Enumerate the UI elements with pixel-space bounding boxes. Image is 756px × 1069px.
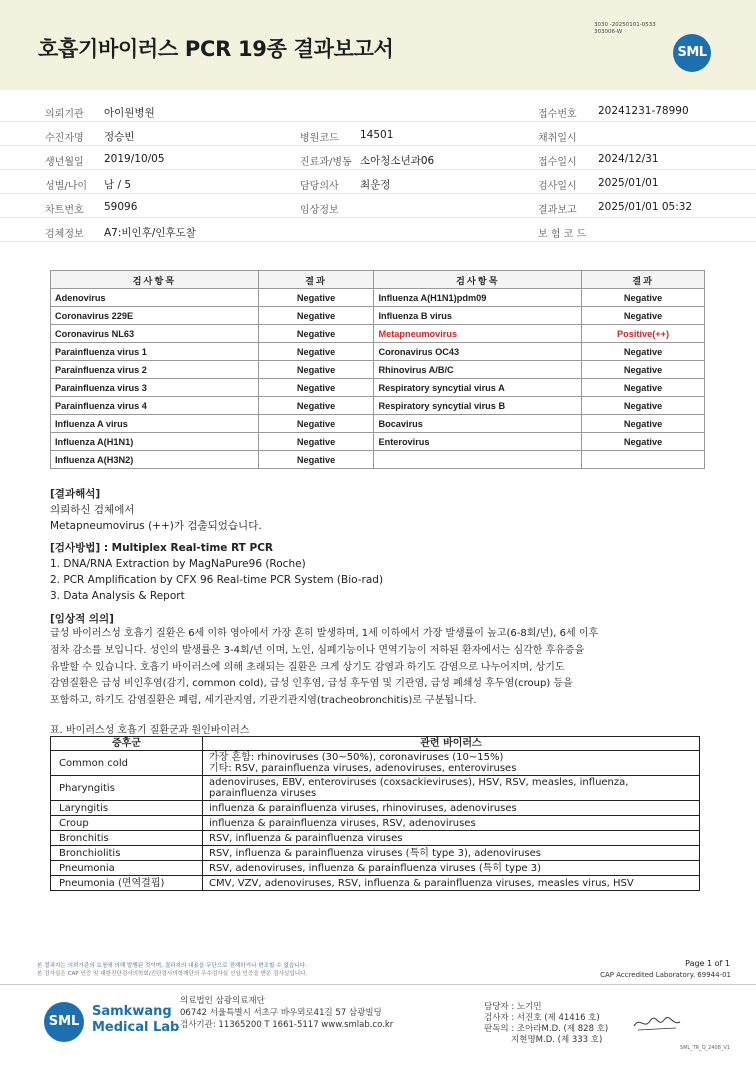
test-result: Negative [258, 379, 374, 397]
specimen-value: A7:비인후/인후도찰 [104, 227, 196, 239]
test-item-name: Adenovirus [51, 289, 259, 307]
header-result: 결과 [582, 271, 705, 289]
virus-line: adenoviruses, EBV, enteroviruses (coxsackieviruses), HSV, RSV, measles, influenza, [209, 777, 629, 788]
result-row [51, 361, 705, 379]
test-result [582, 451, 705, 469]
method-heading: [검사방법] : Multiplex Real-time RT PCR [50, 542, 273, 554]
syndrome-row [51, 801, 700, 816]
result-row [51, 379, 705, 397]
page-number: Page 1 of 1 [685, 959, 730, 968]
related-viruses [203, 751, 700, 776]
test-result: Negative [582, 307, 705, 325]
result-row [51, 343, 705, 361]
cap-accreditation: CAP Accredited Laboratory. 69944-01 [600, 971, 731, 979]
test-result: Negative [258, 433, 374, 451]
test-item-name [374, 451, 582, 469]
sex-age-value: 남 / 5 [104, 179, 132, 191]
organization-contact: 검사기관: 11365200 T 1661-5117 www.smlab.co.kr [180, 1020, 394, 1030]
syndrome-row [51, 831, 700, 846]
signature-image [632, 1012, 682, 1034]
virus-line: RSV, adenoviruses, influenza & parainfluenza viruses (특히 type 3) [209, 862, 542, 874]
test-result: Negative [582, 415, 705, 433]
birth-value: 2019/10/05 [104, 153, 165, 165]
interpretation-line: Metapneumovirus (++)가 검출되었습니다. [50, 520, 262, 532]
info-row [0, 146, 756, 170]
institution-value: 아이원병원 [104, 107, 155, 119]
staff-line: 지현명M.D. (제 333 호) [484, 1035, 603, 1045]
test-item-name: Coronavirus NL63 [51, 325, 259, 343]
clinical-line: 감염질환은 급성 비인후염(감기, common cold), 급성 인후염, 급성 후두염 및 기관염, 급성 폐쇄성 후두염(croup) 등을 [50, 678, 573, 690]
brand-name: Samkwang [92, 1004, 172, 1019]
chart-no-value: 59096 [104, 201, 138, 213]
test-item-name: Coronavirus OC43 [374, 343, 582, 361]
syndrome-row [51, 861, 700, 876]
virus-line: influenza & parainfluenza viruses, rhinoviruses, adenoviruses [209, 802, 517, 814]
footer-brand [92, 1004, 179, 1036]
virus-line: RSV, influenza & parainfluenza viruses [209, 832, 403, 844]
doctor-label: 담당의사 [300, 181, 339, 192]
document-code-line: 303006-W [594, 29, 623, 35]
virus-line: RSV, influenza & parainfluenza viruses (특히 type 3), adenoviruses [209, 847, 542, 859]
syndrome-row [51, 876, 700, 891]
receipt-no-value: 20241231-78990 [598, 105, 689, 117]
syndrome-name: Bronchitis [51, 831, 203, 846]
staff-line: 담당자 : 노기민 [484, 1002, 542, 1012]
collection-date-label: 채취일시 [538, 133, 577, 144]
test-date-label: 검사일시 [538, 181, 577, 192]
test-result: Negative [258, 415, 374, 433]
form-code: SML_TR_Q_2408_V1 [679, 1045, 730, 1051]
pcr-result-table [50, 270, 705, 469]
sex-age-label: 성별/나이 [45, 181, 88, 192]
document-code-line: 3030 -20250101-0533 [594, 22, 656, 28]
result-row [51, 325, 705, 343]
related-viruses [203, 831, 700, 846]
dept-value: 소아청소년과06 [360, 155, 435, 167]
hospital-code-value: 14501 [360, 129, 394, 141]
test-result: Negative [582, 361, 705, 379]
birth-label: 생년월일 [45, 157, 84, 168]
accreditation-line: 본 검사실은 CAP 인증 및 대한진단검사의학회/진단검사의학재단의 우수검사실 신임 인증을 받은 검사실입니다. [37, 971, 308, 977]
method-step: 2. PCR Amplification by CFX 96 Real-time PCR System (Bio-rad) [50, 574, 384, 586]
syndrome-name: Common cold [51, 751, 203, 776]
test-item-name: Parainfluenza virus 4 [51, 397, 259, 415]
organization-name: 의료법인 삼광의료재단 [180, 996, 265, 1006]
receipt-no-label: 접수번호 [538, 109, 577, 120]
test-item-name: Influenza A(H1N1)pdm09 [374, 289, 582, 307]
interpretation-line: 의뢰하신 검체에서 [50, 504, 135, 516]
test-item-name: Rhinovirus A/B/C [374, 361, 582, 379]
staff-list [484, 1002, 608, 1046]
test-result: Negative [258, 361, 374, 379]
clinical-significance-text [50, 626, 700, 710]
test-item-name: Influenza A(H3N2) [51, 451, 259, 469]
related-viruses [203, 861, 700, 876]
chart-no-label: 차트번호 [45, 205, 84, 216]
test-item-name: Parainfluenza virus 3 [51, 379, 259, 397]
organization-address: 06742 서울특별시 서초구 바우뫼로41길 57 삼광빌딩 [180, 1008, 382, 1018]
test-item-name: Metapneumovirus [374, 325, 582, 343]
syndrome-name: Pharyngitis [51, 776, 203, 801]
syndrome-row [51, 776, 700, 801]
method-step: 3. Data Analysis & Report [50, 590, 185, 602]
header-test-item: 검사항목 [374, 271, 582, 289]
header-result: 결과 [258, 271, 374, 289]
method-section [50, 540, 383, 604]
virus-line: influenza & parainfluenza viruses, RSV, adenoviruses [209, 817, 476, 829]
specimen-label: 검체정보 [45, 229, 84, 240]
staff-line: 검사자 : 서진호 (제 41416 호) [484, 1013, 600, 1023]
syndrome-row [51, 846, 700, 861]
staff-line: 판독의 : 조아라M.D. (제 828 호) [484, 1024, 609, 1034]
result-row [51, 415, 705, 433]
syndrome-row [51, 816, 700, 831]
hospital-code-label: 병원코드 [300, 133, 339, 144]
syndrome-table-header [51, 737, 700, 751]
related-viruses [203, 846, 700, 861]
syndrome-name: Croup [51, 816, 203, 831]
related-viruses [203, 776, 700, 801]
organization-info [180, 995, 393, 1031]
insurance-label: 보 험 코 드 [538, 229, 587, 240]
test-result: Negative [582, 433, 705, 451]
header-syndrome: 증후군 [51, 737, 203, 751]
disclaimer-line: 본 결과지는 의뢰기관의 요청에 의해 발행된 것이며, 결과지의 내용을 무단으로 전재하거나 변조할 수 없습니다. [37, 963, 307, 969]
test-result: Negative [582, 379, 705, 397]
info-row [0, 122, 756, 146]
test-result: Negative [258, 451, 374, 469]
related-viruses [203, 801, 700, 816]
syndrome-row [51, 751, 700, 776]
test-item-name: Influenza A(H1N1) [51, 433, 259, 451]
info-row [0, 218, 756, 242]
sml-logo: SML [673, 34, 711, 72]
institution-label: 의뢰기관 [45, 109, 84, 120]
footer-sml-logo: SML [44, 1002, 84, 1042]
clinical-info-label: 임상정보 [300, 205, 339, 216]
virus-line: 가장 흔함: rhinoviruses (30~50%), coronaviruses (10~15%) [209, 752, 504, 763]
receipt-date-value: 2024/12/31 [598, 153, 659, 165]
report-date-label: 결과보고 [538, 205, 577, 216]
syndrome-table-caption: 표. 바이러스성 호흡기 질환군과 원인바이러스 [50, 725, 250, 736]
result-table-header [51, 271, 705, 289]
info-row [0, 170, 756, 194]
syndrome-name: Pneumonia (면역결핍) [51, 876, 203, 891]
test-item-name: Enterovirus [374, 433, 582, 451]
test-item-name: Parainfluenza virus 1 [51, 343, 259, 361]
clinical-line: 급성 바이러스성 호흡기 질환은 6세 이하 영아에서 가장 흔히 발생하며, 1세 이하에서 가장 발생률이 높고(6-8회/년), 6세 이후 [50, 628, 599, 639]
test-result: Negative [582, 343, 705, 361]
test-item-name: Respiratory syncytial virus A [374, 379, 582, 397]
virus-line: CMV, VZV, adenoviruses, RSV, influenza & parainfluenza viruses, measles virus, HSV [209, 877, 634, 889]
info-row [0, 194, 756, 218]
footer-divider [0, 984, 756, 985]
clinical-line: 유발할 수 있습니다. 호흡기 바이러스에 의해 초래되는 질환은 크게 상기도 감염과 하기도 감염으로 나누어지며, 상기도 [50, 661, 565, 673]
report-header [0, 0, 756, 90]
info-row [0, 98, 756, 122]
dept-label: 진료과/병동 [300, 157, 352, 168]
test-result: Negative [582, 289, 705, 307]
report-title: 호흡기바이러스 PCR 19종 결과보고서 [38, 37, 394, 61]
document-code [594, 22, 656, 36]
result-row [51, 433, 705, 451]
test-result: Negative [582, 397, 705, 415]
examinee-value: 정승빈 [104, 131, 135, 143]
test-date-value: 2025/01/01 [598, 177, 659, 189]
test-result: Negative [258, 289, 374, 307]
test-result: Positive(++) [582, 325, 705, 343]
method-step: 1. DNA/RNA Extraction by MagNaPure96 (Roche) [50, 558, 306, 570]
report-date-value: 2025/01/01 05:32 [598, 201, 693, 213]
result-row [51, 289, 705, 307]
related-viruses [203, 876, 700, 891]
result-row [51, 307, 705, 325]
clinical-line: 점차 감소를 보입니다. 성인의 발생률은 3-4회/년 이며, 노인, 심폐기능이나 면역기능이 저하된 환자에서는 심각한 후유증을 [50, 644, 585, 656]
syndrome-name: Laryngitis [51, 801, 203, 816]
test-item-name: Respiratory syncytial virus B [374, 397, 582, 415]
result-row [51, 397, 705, 415]
syndrome-name: Bronchiolitis [51, 846, 203, 861]
virus-line: 기타: RSV, parainfluenza viruses, adenoviruses, enteroviruses [209, 763, 517, 774]
syndrome-virus-table [50, 736, 700, 891]
doctor-value: 최운정 [360, 179, 391, 191]
test-result: Negative [258, 397, 374, 415]
test-item-name: Influenza A virus [51, 415, 259, 433]
test-result: Negative [258, 343, 374, 361]
related-viruses [203, 816, 700, 831]
test-result: Negative [258, 307, 374, 325]
header-virus: 관련 바이러스 [203, 737, 700, 751]
clinical-heading: [임상적 의의] [50, 613, 114, 625]
clinical-line: 포함하고, 하기도 감염질환은 폐렴, 세기관지염, 기관기관지염(tracheobronchitis)로 구분됩니다. [50, 695, 477, 707]
clinical-heading-wrap [50, 611, 114, 627]
test-item-name: Parainfluenza virus 2 [51, 361, 259, 379]
brand-name: Medical Lab [92, 1020, 180, 1035]
result-row [51, 451, 705, 469]
test-item-name: Bocavirus [374, 415, 582, 433]
examinee-label: 수진자명 [45, 133, 84, 144]
interpretation-section [50, 486, 262, 534]
virus-line: parainfluenza viruses [209, 788, 317, 799]
header-test-item: 검사항목 [51, 271, 259, 289]
test-item-name: Coronavirus 229E [51, 307, 259, 325]
receipt-date-label: 접수일시 [538, 157, 577, 168]
interpretation-heading: [결과해석] [50, 488, 101, 500]
test-result: Negative [258, 325, 374, 343]
syndrome-name: Pneumonia [51, 861, 203, 876]
test-item-name: Influenza B virus [374, 307, 582, 325]
